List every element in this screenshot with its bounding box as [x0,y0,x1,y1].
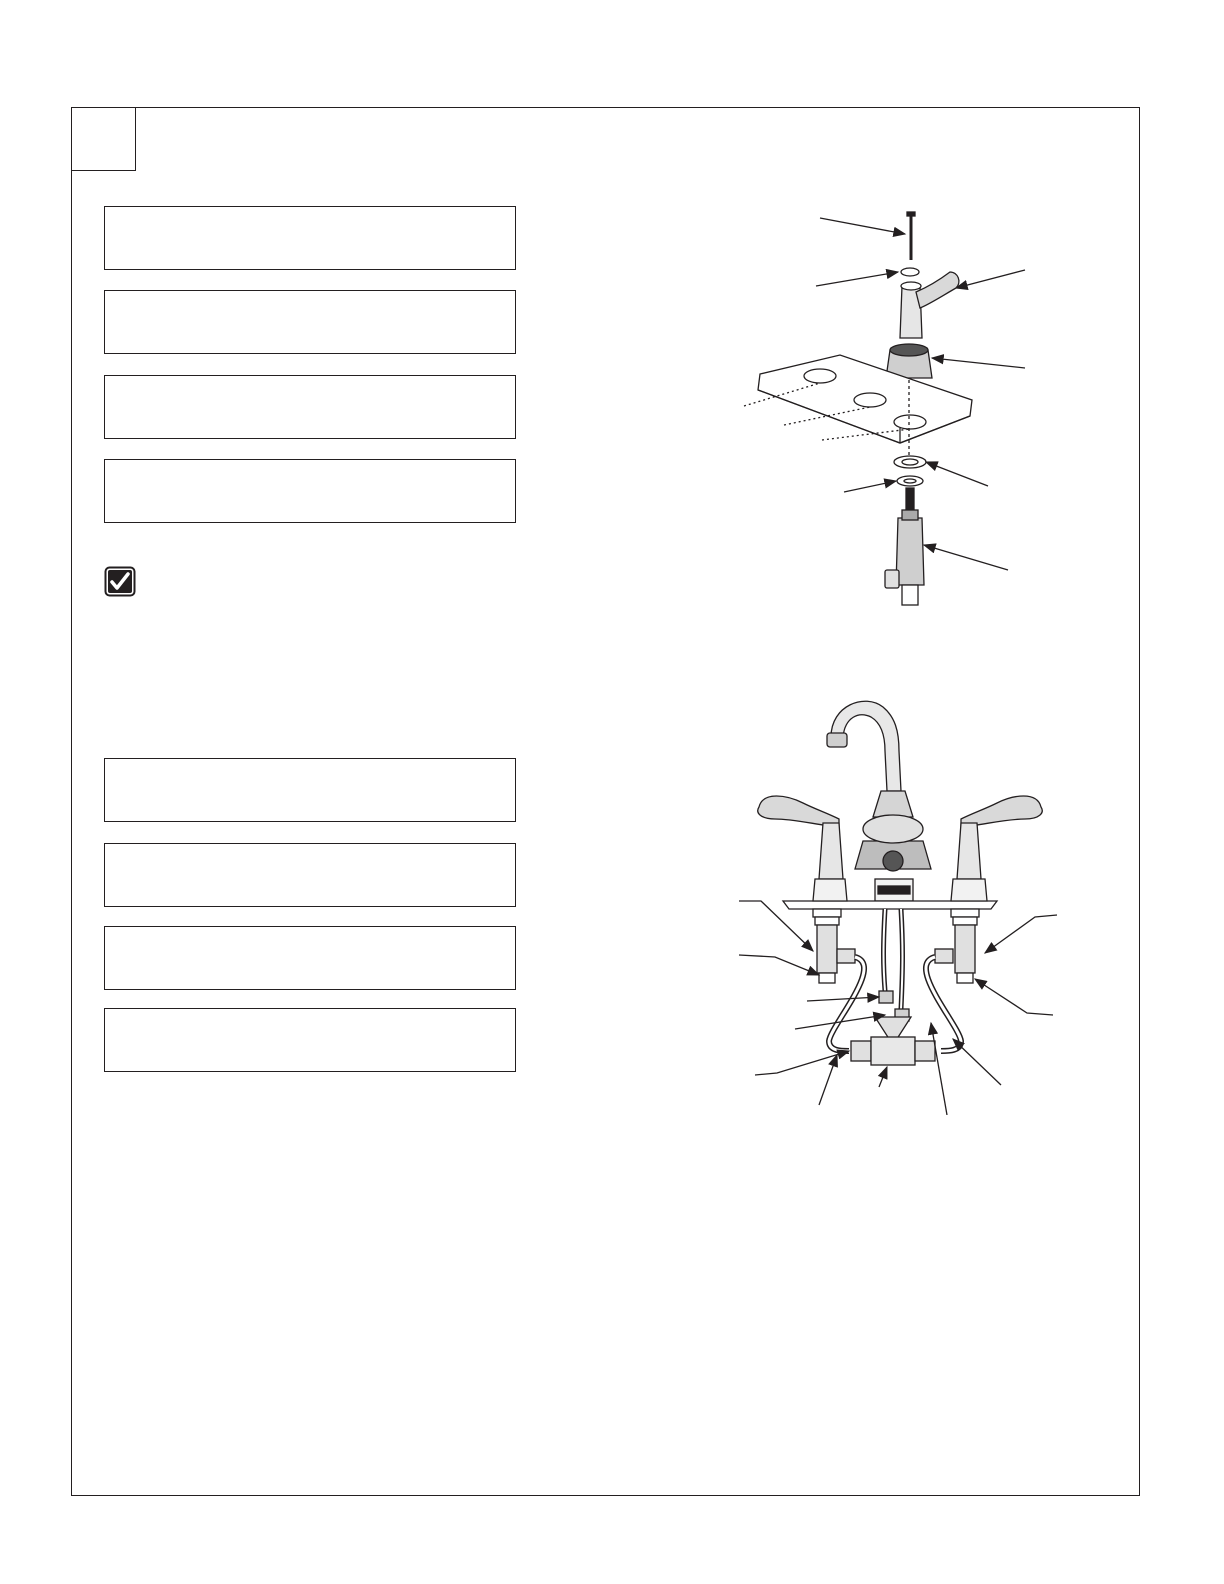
instruction-box-6 [104,843,516,907]
valve-exploded-diagram [730,200,1050,620]
faucet-assembly-diagram [735,695,1065,1115]
instruction-box-4 [104,459,516,523]
instruction-box-5 [104,758,516,822]
instruction-box-2 [104,290,516,354]
instruction-box-3 [104,375,516,439]
checkmark-icon [104,566,136,597]
instruction-box-7 [104,926,516,990]
step-number-box [71,107,136,171]
instruction-box-8 [104,1008,516,1072]
instruction-box-1 [104,206,516,270]
